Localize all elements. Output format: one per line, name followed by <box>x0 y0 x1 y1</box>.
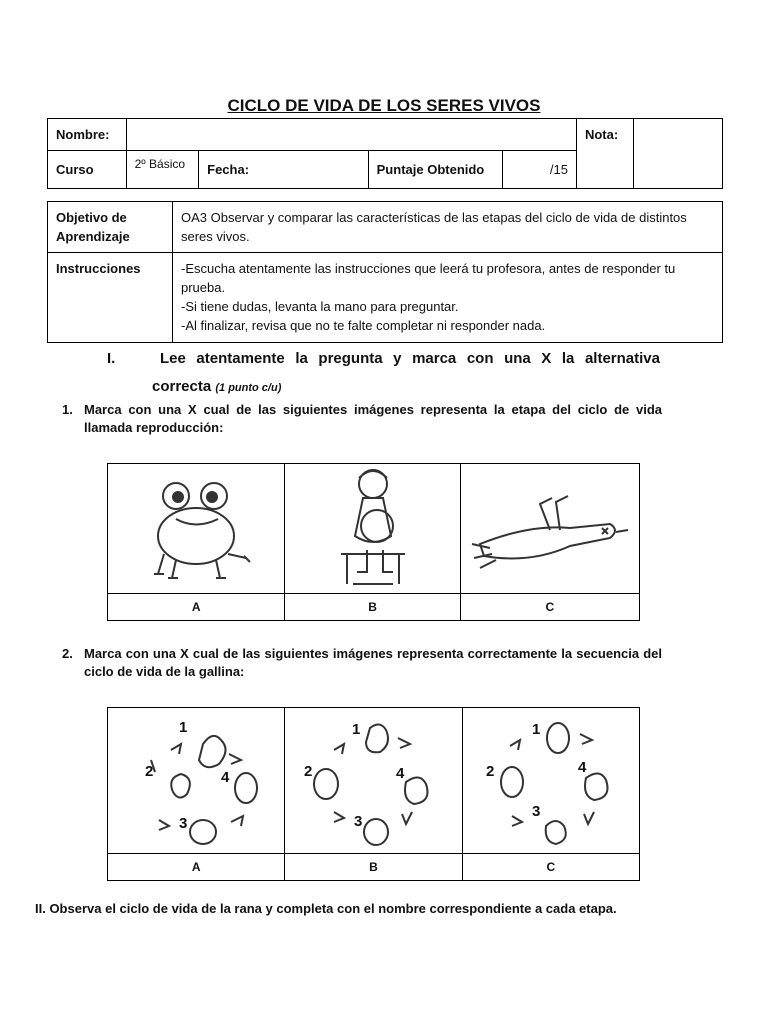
objective-label: Objetivo de Aprendizaje <box>48 202 173 253</box>
nombre-label: Nombre: <box>48 119 127 151</box>
nota-label: Nota: <box>576 119 633 189</box>
question-1-options <box>107 463 640 621</box>
option-c-label[interactable]: C <box>460 594 639 621</box>
question-1-text: Marca con una X cual de las siguientes imágenes representa la etapa del ciclo de vida llamada reproducción: <box>84 402 662 435</box>
option-b-label[interactable]: B <box>285 854 462 881</box>
question-2-number: 2. <box>62 646 73 661</box>
cycle-a-number-4: 4 <box>221 768 230 786</box>
objective-text: OA3 Observar y comparar las características de las etapas del ciclo de vida de distintos seres vivos. <box>173 202 723 253</box>
puntaje-value[interactable]: /15 <box>503 151 577 189</box>
instruction-line-3: -Al finalizar, revisa que no te falte completar ni responder nada. <box>181 318 546 333</box>
cycle-a-number-2: 2 <box>145 762 154 780</box>
option-c-image[interactable] <box>460 464 639 594</box>
question-1 <box>62 401 662 441</box>
section-2-heading: II. Observa el ciclo de vida de la rana y completa con el nombre correspondiente a cada etapa. <box>35 901 617 916</box>
cycle-b-number-3: 3 <box>354 812 363 830</box>
cycle-c-number-4: 4 <box>577 758 587 776</box>
option-a-cycle[interactable] <box>108 708 285 854</box>
cycle-c-number-3: 3 <box>531 802 541 820</box>
section-1-text-2: correcta <box>152 378 212 395</box>
curso-value: 2º Básico <box>126 151 199 189</box>
page-title: CICLO DE VIDA DE LOS SERES VIVOS <box>227 96 541 115</box>
frog-icon <box>136 474 256 584</box>
section-1-points: (1 punto c/u) <box>215 382 282 394</box>
section-1-text: Lee atentamente la pregunta y marca con una X la alternativa <box>160 350 660 367</box>
nota-field[interactable] <box>634 119 723 189</box>
option-c-label[interactable]: C <box>462 854 639 881</box>
question-1-number: 1. <box>62 402 73 417</box>
dead-bird-icon <box>470 484 630 574</box>
chicken-cycle-c-icon <box>476 716 626 846</box>
curso-label: Curso <box>48 151 127 189</box>
puntaje-label: Puntaje Obtenido <box>368 151 503 189</box>
instruction-line-2: -Si tiene dudas, levanta la mano para preguntar. <box>181 299 459 314</box>
option-b-image[interactable] <box>285 464 460 594</box>
student-info-table <box>47 118 723 189</box>
nombre-field[interactable] <box>126 119 576 151</box>
cycle-b-number-4: 4 <box>396 764 405 782</box>
fecha-label[interactable]: Fecha: <box>199 151 369 189</box>
question-2-text: Marca con una X cual de las siguientes imágenes representa correctamente la secuencia del ciclo de vida de la gallina: <box>84 646 662 679</box>
instruction-line-1: -Escucha atentamente las instrucciones que leerá tu profesora, antes de responder tu prueba. <box>181 261 676 295</box>
instructions-label: Instrucciones <box>48 253 173 343</box>
option-a-image[interactable] <box>108 464 285 594</box>
chicken-cycle-b-icon <box>298 716 448 846</box>
chicken-cycle-a-icon <box>121 716 271 846</box>
option-a-label[interactable]: A <box>108 854 285 881</box>
pregnant-woman-icon <box>333 466 413 591</box>
cycle-a-number-3: 3 <box>179 814 188 832</box>
cycle-c-number-1: 1 <box>531 720 541 738</box>
section-1-numeral: I. <box>107 350 116 367</box>
cycle-b-number-2: 2 <box>304 762 313 780</box>
cycle-a-number-1: 1 <box>179 718 188 736</box>
cycle-c-number-2: 2 <box>485 762 495 780</box>
option-b-label[interactable]: B <box>285 594 460 621</box>
objectives-table <box>47 201 723 343</box>
option-c-cycle[interactable] <box>462 708 639 854</box>
question-2-options <box>107 707 640 881</box>
option-b-cycle[interactable] <box>285 708 462 854</box>
option-a-label[interactable]: A <box>108 594 285 621</box>
question-2 <box>62 645 662 685</box>
cycle-b-number-1: 1 <box>352 720 361 738</box>
